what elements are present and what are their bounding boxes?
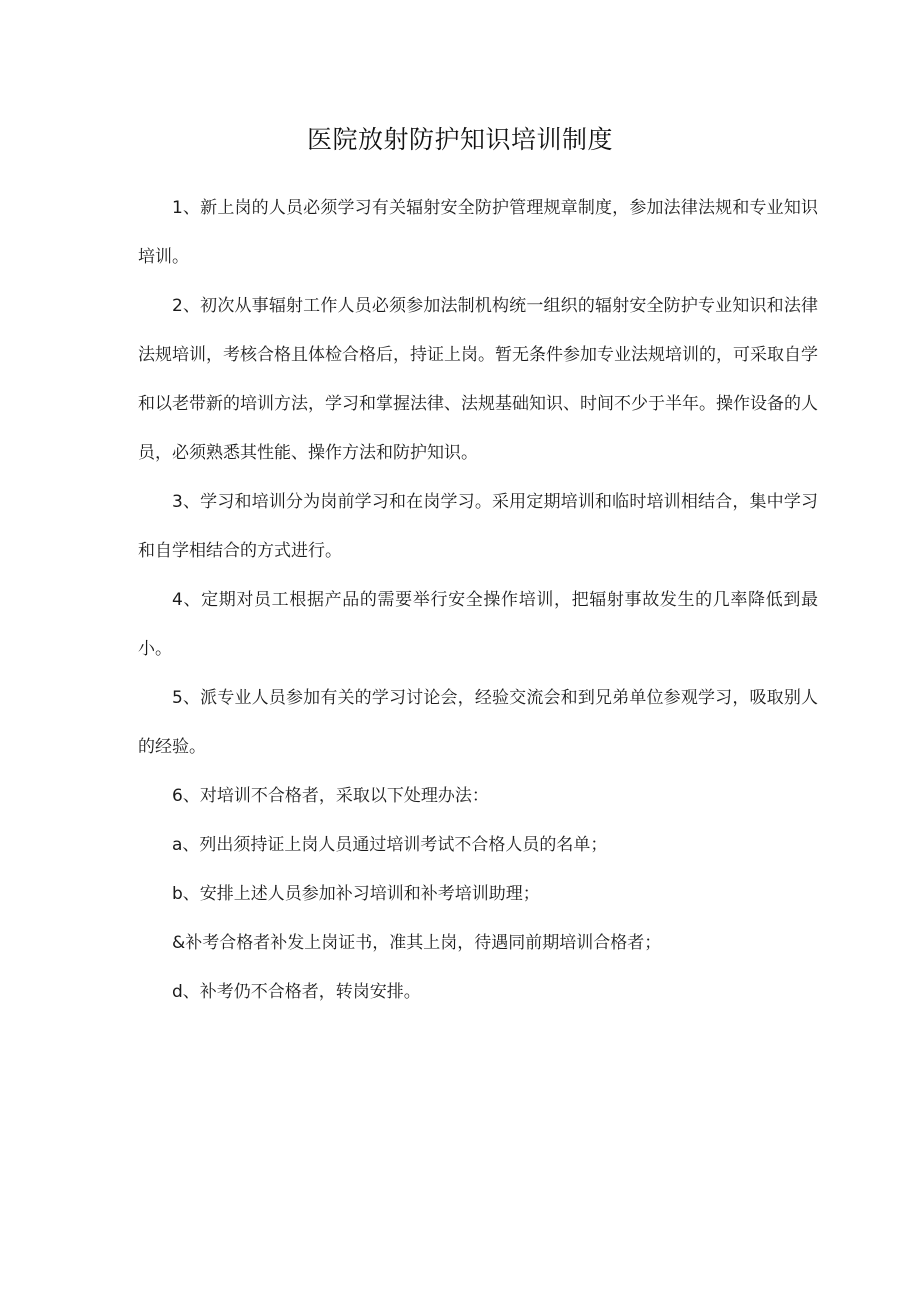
list-item-b: b、安排上述人员参加补习培训和补考培训助理； <box>172 884 540 904</box>
paragraph-1: 1、新上岗的人员必须学习有关辐射安全防护管理规章制度，参加法律法规和专业知识培训。 <box>138 198 818 267</box>
paragraph-5: 5、派专业人员参加有关的学习讨论会，经验交流会和到兄弟单位参观学习，吸取别人的经验。 <box>138 688 818 757</box>
paragraph-6: 6、对培训不合格者，采取以下处理办法： <box>172 786 489 806</box>
paragraph-2: 2、初次从事辐射工作人员必须参加法制机构统一组织的辐射安全防护专业知识和法律法规培训，考核合格且体检合格后，持证上岗。暂无条件参加专业法规培训的，可采取自学和以老带新的培训方法，学习和掌握法律、法规基础知识、时间不少于半年。操作设备的人员，必须熟悉其性能、操作方法和防护知识。 <box>138 296 818 463</box>
list-item-d: d、补考仍不合格者，转岗安排。 <box>172 982 421 1002</box>
page-title: 医院放射防护知识培训制度 <box>306 125 613 154</box>
list-item-c: &补考合格者补发上岗证书，准其上岗，待遇同前期培训合格者； <box>172 933 662 953</box>
list-item-a: a、列出须持证上岗人员通过培训考试不合格人员的名单； <box>172 835 608 855</box>
paragraph-3: 3、学习和培训分为岗前学习和在岗学习。采用定期培训和临时培训相结合，集中学习和自学相结合的方式进行。 <box>138 492 818 561</box>
paragraph-4: 4、定期对员工根据产品的需要举行安全操作培训，把辐射事故发生的几率降低到最小。 <box>138 590 818 659</box>
document-body <box>138 184 818 1017</box>
